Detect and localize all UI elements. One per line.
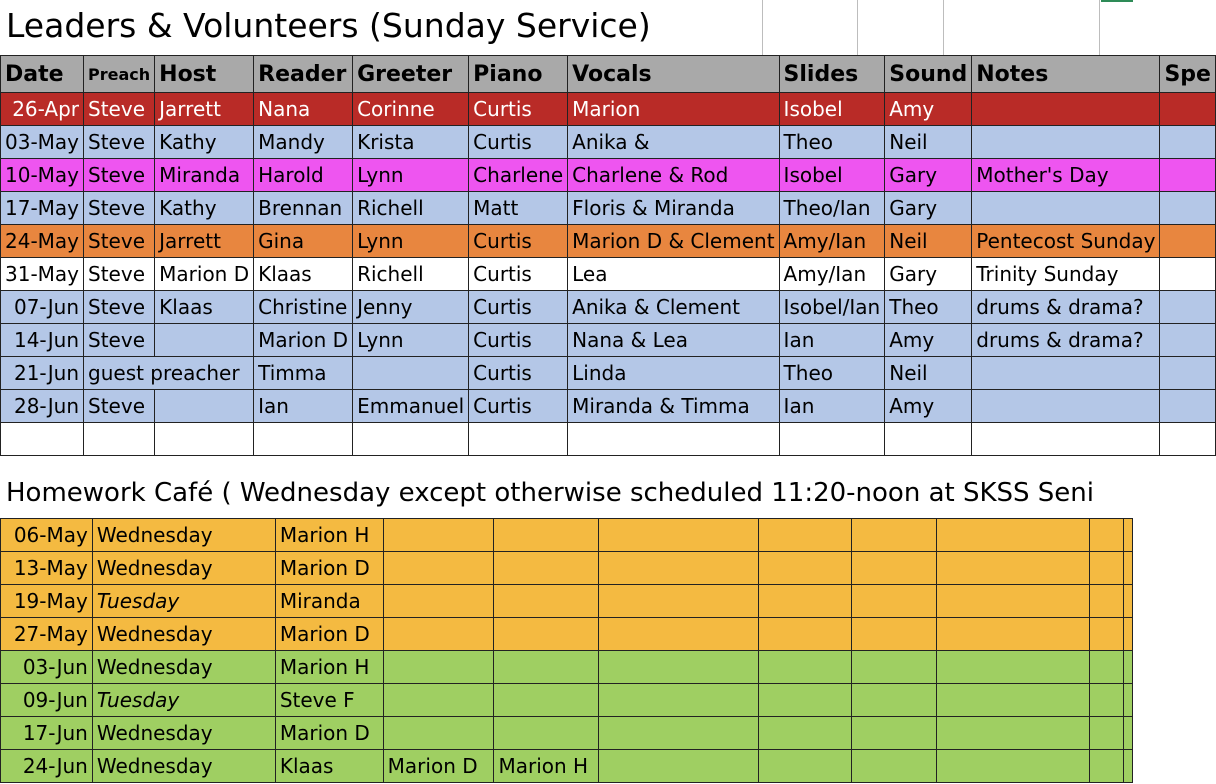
cell[interactable]: Marion H (494, 750, 599, 783)
cell[interactable]: Steve (84, 192, 155, 225)
table-row (1, 126, 1216, 159)
cell[interactable]: Neil (885, 225, 972, 258)
cell[interactable]: Steve (84, 258, 155, 291)
cell[interactable]: Lea (568, 258, 779, 291)
cell[interactable] (254, 423, 353, 456)
date-cell[interactable]: 27-May (1, 618, 93, 651)
cell[interactable]: Lynn (353, 324, 469, 357)
cell[interactable] (1090, 519, 1124, 552)
cell[interactable] (1090, 684, 1124, 717)
cell[interactable]: Marion D (155, 258, 254, 291)
cell[interactable] (1160, 225, 1216, 258)
service-title[interactable]: Leaders & Volunteers (Sunday Service) (6, 6, 651, 45)
cell[interactable] (1160, 258, 1216, 291)
cell[interactable]: 07-Jun (1, 291, 84, 324)
cell[interactable]: Amy/Ian (779, 258, 885, 291)
cell[interactable] (383, 585, 494, 618)
cell[interactable]: Theo (779, 357, 885, 390)
cell[interactable] (84, 423, 155, 456)
cell[interactable]: Matt (469, 192, 568, 225)
cell[interactable]: Marion D (275, 717, 383, 750)
cell[interactable]: Gina (254, 225, 353, 258)
table-row (1, 519, 1133, 552)
cell[interactable]: Klaas (254, 258, 353, 291)
cell[interactable] (885, 423, 972, 456)
cell[interactable]: 28-Jun (1, 390, 84, 423)
cell[interactable]: Marion D & Clement (568, 225, 779, 258)
cell[interactable]: Lynn (353, 225, 469, 258)
table-row (1, 423, 1216, 456)
cell[interactable] (1160, 324, 1216, 357)
date-cell[interactable]: 06-May (1, 519, 93, 552)
cell[interactable]: Curtis (469, 93, 568, 126)
cell[interactable] (852, 684, 937, 717)
cell[interactable]: Neil (885, 357, 972, 390)
column-header[interactable]: Sound (885, 56, 972, 93)
table-row (1, 552, 1133, 585)
cell[interactable]: Christine (254, 291, 353, 324)
cell[interactable]: Miranda (155, 159, 254, 192)
day-cell[interactable]: Wednesday (92, 651, 275, 684)
cell[interactable] (1124, 618, 1133, 651)
cell[interactable]: Amy (885, 390, 972, 423)
cell[interactable]: Trinity Sunday (972, 258, 1160, 291)
date-cell[interactable]: 03-Jun (1, 651, 93, 684)
cell[interactable] (383, 684, 494, 717)
cell[interactable] (1160, 159, 1216, 192)
cell[interactable]: drums & drama? (972, 291, 1160, 324)
cell[interactable] (936, 684, 1089, 717)
cell[interactable]: Krista (353, 126, 469, 159)
cell[interactable] (1090, 552, 1124, 585)
cell[interactable]: Theo (885, 291, 972, 324)
cell[interactable]: Marion (568, 93, 779, 126)
cell[interactable] (758, 684, 852, 717)
cell[interactable]: Marion D (275, 618, 383, 651)
table-row (1, 324, 1216, 357)
cell[interactable] (1090, 585, 1124, 618)
cell[interactable] (494, 684, 599, 717)
day-cell[interactable]: Wednesday (92, 552, 275, 585)
cell[interactable] (1160, 357, 1216, 390)
cell[interactable] (936, 585, 1089, 618)
cell[interactable]: Miranda & Timma (568, 390, 779, 423)
cell[interactable]: Curtis (469, 357, 568, 390)
cell[interactable]: Nana & Lea (568, 324, 779, 357)
column-header[interactable]: Piano (469, 56, 568, 93)
cell[interactable]: 24-May (1, 225, 84, 258)
cell[interactable]: Anika & Clement (568, 291, 779, 324)
cell[interactable]: Nana (254, 93, 353, 126)
column-header[interactable]: Preach (84, 56, 155, 93)
cell[interactable]: Steve (84, 159, 155, 192)
cell[interactable] (758, 717, 852, 750)
cell[interactable]: 03-May (1, 126, 84, 159)
cell[interactable] (383, 618, 494, 651)
cell[interactable]: Lynn (353, 159, 469, 192)
table-row (1, 258, 1216, 291)
cell[interactable]: Theo/Ian (779, 192, 885, 225)
cell[interactable]: Jarrett (155, 93, 254, 126)
cell[interactable]: Timma (254, 357, 353, 390)
cell[interactable] (383, 651, 494, 684)
date-cell[interactable]: 17-Jun (1, 717, 93, 750)
cell[interactable] (852, 585, 937, 618)
cell[interactable]: Curtis (469, 126, 568, 159)
table-row (1, 585, 1133, 618)
cell[interactable] (1124, 552, 1133, 585)
cell[interactable]: Gary (885, 258, 972, 291)
cell[interactable] (353, 423, 469, 456)
cell[interactable] (383, 717, 494, 750)
cell[interactable] (1160, 192, 1216, 225)
cell[interactable] (1090, 618, 1124, 651)
homework-title[interactable]: Homework Café ( Wednesday except otherwise scheduled 11:20-noon at SKSS Seni (6, 478, 1095, 508)
day-cell[interactable]: Wednesday (92, 717, 275, 750)
date-cell[interactable]: 24-Jun (1, 750, 93, 783)
table-row (1, 291, 1216, 324)
cell[interactable] (972, 192, 1160, 225)
cell[interactable] (1124, 651, 1133, 684)
cell[interactable]: Steve (84, 93, 155, 126)
cell[interactable]: Isobel (779, 159, 885, 192)
cell[interactable]: 26-Apr (1, 93, 84, 126)
cell[interactable]: 10-May (1, 159, 84, 192)
cell[interactable] (494, 717, 599, 750)
column-header[interactable]: Date (1, 56, 84, 93)
cell[interactable] (852, 651, 937, 684)
cell[interactable] (599, 519, 758, 552)
cell[interactable]: Corinne (353, 93, 469, 126)
cell[interactable]: Steve F (275, 684, 383, 717)
day-cell[interactable]: Tuesday (92, 684, 275, 717)
cell[interactable] (1160, 291, 1216, 324)
cell[interactable]: Klaas (155, 291, 254, 324)
cell[interactable] (758, 651, 852, 684)
cell[interactable] (1160, 93, 1216, 126)
cell[interactable]: Marion H (275, 651, 383, 684)
cell[interactable]: Kathy (155, 192, 254, 225)
day-cell[interactable]: Tuesday (92, 585, 275, 618)
header-row (1, 56, 1216, 93)
cell[interactable]: Neil (885, 126, 972, 159)
cell[interactable]: Miranda (275, 585, 383, 618)
cell[interactable] (1160, 390, 1216, 423)
day-cell[interactable]: Wednesday (92, 618, 275, 651)
cell[interactable] (758, 750, 852, 783)
cell[interactable] (383, 552, 494, 585)
cell[interactable]: Mandy (254, 126, 353, 159)
cell[interactable]: Floris & Miranda (568, 192, 779, 225)
cell[interactable] (758, 552, 852, 585)
cell[interactable] (758, 519, 852, 552)
cell[interactable] (1160, 423, 1216, 456)
cell[interactable]: Ian (779, 390, 885, 423)
cell[interactable] (758, 585, 852, 618)
cell[interactable]: Theo (779, 126, 885, 159)
cell[interactable] (972, 126, 1160, 159)
cell[interactable] (599, 684, 758, 717)
cell[interactable] (1160, 126, 1216, 159)
cell[interactable] (599, 750, 758, 783)
cell[interactable] (155, 324, 254, 357)
cell[interactable] (155, 423, 254, 456)
cell[interactable]: 31-May (1, 258, 84, 291)
cell[interactable] (383, 519, 494, 552)
cell[interactable] (494, 618, 599, 651)
service-title-row[interactable] (0, 0, 1133, 55)
cell[interactable]: 21-Jun (1, 357, 84, 390)
cell[interactable]: Jarrett (155, 225, 254, 258)
cell[interactable]: Ian (779, 324, 885, 357)
date-cell[interactable]: 09-Jun (1, 684, 93, 717)
table-row (1, 717, 1133, 750)
cell[interactable]: Ian (254, 390, 353, 423)
table-row (1, 618, 1133, 651)
homework-title-row[interactable] (0, 466, 1133, 518)
cell[interactable]: Isobel/Ian (779, 291, 885, 324)
cell[interactable] (1090, 750, 1124, 783)
cell[interactable] (494, 585, 599, 618)
cell[interactable]: Isobel (779, 93, 885, 126)
cell[interactable] (1, 423, 84, 456)
table-row (1, 159, 1216, 192)
cell[interactable] (568, 423, 779, 456)
cell[interactable] (936, 552, 1089, 585)
cell[interactable]: Steve (84, 390, 155, 423)
column-header[interactable]: Slides (779, 56, 885, 93)
cell[interactable] (1124, 684, 1133, 717)
cell[interactable] (779, 423, 885, 456)
table-row (1, 750, 1133, 783)
cell[interactable]: Klaas (275, 750, 383, 783)
cell[interactable] (936, 618, 1089, 651)
column-header[interactable]: Greeter (353, 56, 469, 93)
cell[interactable]: Gary (885, 159, 972, 192)
cell[interactable]: Curtis (469, 390, 568, 423)
column-header[interactable]: Notes (972, 56, 1160, 93)
cell[interactable]: 17-May (1, 192, 84, 225)
cell[interactable] (972, 93, 1160, 126)
cell[interactable]: Gary (885, 192, 972, 225)
cell[interactable] (1090, 717, 1124, 750)
cell[interactable] (852, 618, 937, 651)
cell[interactable]: Brennan (254, 192, 353, 225)
cell[interactable]: Curtis (469, 258, 568, 291)
cell[interactable] (494, 651, 599, 684)
cell[interactable] (936, 651, 1089, 684)
table-row (1, 684, 1133, 717)
cell[interactable] (758, 618, 852, 651)
cell[interactable] (852, 552, 937, 585)
cell[interactable] (1124, 585, 1133, 618)
cell[interactable] (1124, 750, 1133, 783)
cell[interactable]: Harold (254, 159, 353, 192)
cell[interactable]: Kathy (155, 126, 254, 159)
cell[interactable] (852, 519, 937, 552)
table-row (1, 651, 1133, 684)
cell[interactable]: Amy/Ian (779, 225, 885, 258)
table-row (1, 93, 1216, 126)
service-table (0, 55, 1216, 456)
cell[interactable]: Steve (84, 126, 155, 159)
day-cell[interactable]: Wednesday (92, 750, 275, 783)
column-header[interactable]: Vocals (568, 56, 779, 93)
cell[interactable] (599, 651, 758, 684)
cell[interactable]: Curtis (469, 324, 568, 357)
cell[interactable]: Emmanuel (353, 390, 469, 423)
cell[interactable] (155, 390, 254, 423)
cell[interactable]: Mother's Day (972, 159, 1160, 192)
cell[interactable] (1124, 519, 1133, 552)
cell[interactable]: Charlene & Rod (568, 159, 779, 192)
cell[interactable] (353, 357, 469, 390)
cell[interactable]: Curtis (469, 291, 568, 324)
date-cell[interactable]: 13-May (1, 552, 93, 585)
cell[interactable]: 14-Jun (1, 324, 84, 357)
cell[interactable]: Jenny (353, 291, 469, 324)
cell[interactable] (852, 750, 937, 783)
column-header[interactable]: Reader (254, 56, 353, 93)
day-cell[interactable]: Wednesday (92, 519, 275, 552)
cell[interactable] (972, 357, 1160, 390)
cell[interactable] (936, 717, 1089, 750)
cell[interactable] (936, 750, 1089, 783)
cell[interactable]: Richell (353, 192, 469, 225)
table-row (1, 390, 1216, 423)
cell[interactable] (936, 519, 1089, 552)
cell[interactable]: Curtis (469, 225, 568, 258)
cell[interactable]: Steve (84, 324, 155, 357)
cell[interactable]: Linda (568, 357, 779, 390)
cell[interactable]: Pentecost Sunday (972, 225, 1160, 258)
cell[interactable] (469, 423, 568, 456)
cell[interactable]: Amy (885, 93, 972, 126)
cell[interactable] (494, 519, 599, 552)
homework-table (0, 518, 1133, 783)
cell[interactable] (599, 585, 758, 618)
cell[interactable] (1124, 717, 1133, 750)
cell[interactable] (1090, 651, 1124, 684)
cell[interactable]: Charlene (469, 159, 568, 192)
cell[interactable] (599, 717, 758, 750)
table-row (1, 192, 1216, 225)
cell[interactable]: Marion D (275, 552, 383, 585)
cell[interactable]: Steve (84, 225, 155, 258)
table-row (1, 357, 1216, 390)
cell[interactable] (494, 552, 599, 585)
cell[interactable]: guest preacher (84, 357, 254, 390)
cell[interactable] (599, 552, 758, 585)
column-header[interactable]: Spe (1160, 56, 1216, 93)
cell[interactable]: Steve (84, 291, 155, 324)
cell[interactable]: drums & drama? (972, 324, 1160, 357)
cell[interactable]: Richell (353, 258, 469, 291)
cell[interactable]: Amy (885, 324, 972, 357)
column-header[interactable]: Host (155, 56, 254, 93)
table-row (1, 225, 1216, 258)
cell[interactable]: Marion H (275, 519, 383, 552)
date-cell[interactable]: 19-May (1, 585, 93, 618)
cell[interactable] (972, 423, 1160, 456)
cell[interactable]: Marion D (383, 750, 494, 783)
cell[interactable]: Marion D (254, 324, 353, 357)
cell[interactable]: Anika & (568, 126, 779, 159)
cell[interactable] (972, 390, 1160, 423)
cell[interactable] (852, 717, 937, 750)
cell[interactable] (599, 618, 758, 651)
